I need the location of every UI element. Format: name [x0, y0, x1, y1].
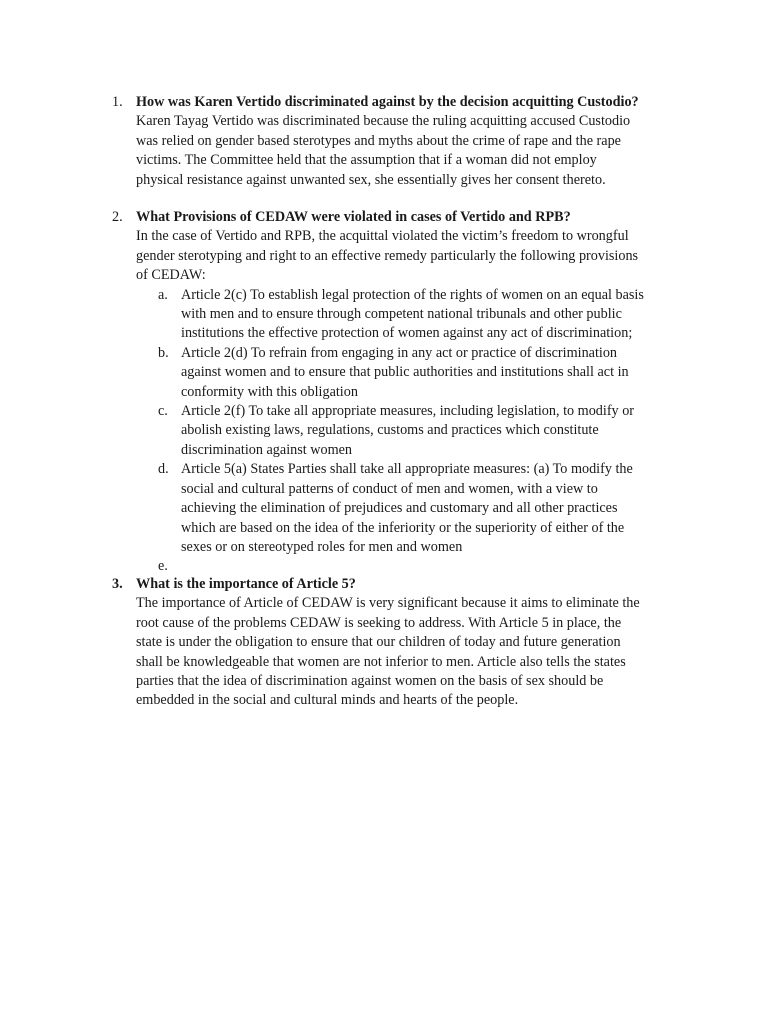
list-item-line: against women and to ensure that public authorities and institutions shall act in — [181, 364, 629, 381]
question-number: 1. — [112, 94, 123, 110]
list-item-a — [136, 286, 696, 344]
answer-line: In the case of Vertido and RPB, the acquittal violated the victim’s freedom to wrongful — [136, 228, 629, 245]
list-item-line: achieving the elimination of prejudices and customary and all other practices — [181, 500, 618, 517]
list-item-line: Article 2(f) To take all appropriate measures, including legislation, to modify or — [181, 403, 635, 420]
list-item-text — [181, 402, 696, 460]
list-item-line: with men and to ensure through competent national tribunals and other public — [181, 306, 622, 323]
list-item-text — [181, 344, 696, 402]
answer-text — [136, 594, 696, 710]
list-item-text — [181, 286, 696, 344]
question-title: What is the importance of Article 5? — [136, 576, 356, 592]
list-item-letter: b. — [158, 344, 169, 361]
list-item-c — [136, 402, 696, 460]
question-number: 2. — [112, 209, 123, 225]
list-item-letter: e. — [158, 558, 168, 575]
list-item-line: institutions the effective protection of women against any act of discrimination; — [181, 325, 633, 342]
answer-line: root cause of the problems CEDAW is seeking to address. With Article 5 in place, the — [136, 614, 622, 631]
answer-line: state is under the obligation to ensure that our children of today and future generation — [136, 634, 621, 651]
list-item-line: Article 2(c) To establish legal protection of the rights of women on an equal basis — [181, 286, 644, 303]
answer-text — [136, 112, 696, 190]
answer-line: of CEDAW: — [136, 267, 206, 284]
answer-line: was relied on gender based sterotypes and myths about the crime of rape and the rape — [136, 132, 621, 149]
answer-line: shall be knowledgeable that women are not inferior to men. Article also tells the states — [136, 653, 626, 670]
list-item-line: discrimination against women — [181, 441, 353, 458]
list-item-e — [136, 557, 696, 576]
list-item-line: conformity with this obligation — [181, 383, 358, 400]
answer-line: gender sterotyping and right to an effective remedy particularly the following provisions — [136, 247, 639, 264]
answer-line: parties that the idea of discrimination against women on the basis of sex should be — [136, 673, 604, 690]
answer-line: The importance of Article of CEDAW is very significant because it aims to eliminate the — [136, 595, 640, 612]
question-body — [136, 93, 696, 190]
answer-line: physical resistance against unwanted sex, she essentially gives her consent thereto. — [136, 171, 606, 188]
question-number: 3. — [112, 576, 123, 592]
list-item-line: which are based on the idea of the inferiority or the superiority of either of the — [181, 519, 625, 536]
answer-line: embedded in the social and cultural minds and hearts of the people. — [136, 692, 519, 709]
list-item-line: social and cultural patterns of conduct of men and women, with a view to — [181, 480, 598, 497]
list-item-line: sexes or on stereotyped roles for men and women — [181, 538, 463, 555]
question-body — [136, 575, 696, 711]
answer-line: victims. The Committee held that the assumption that if a woman did not employ — [136, 152, 597, 169]
list-item-letter: c. — [158, 403, 168, 420]
list-item-line: Article 5(a) States Parties shall take all appropriate measures: (a) To modify the — [181, 461, 633, 478]
list-item-letter: a. — [158, 286, 168, 303]
list-item-line: abolish existing laws, regulations, customs and practices which constitute — [181, 422, 599, 439]
list-item-text — [181, 460, 696, 557]
answer-text — [136, 227, 696, 285]
question-title: What Provisions of CEDAW were violated in cases of Vertido and RPB? — [136, 209, 571, 225]
list-item-b — [136, 344, 696, 402]
question-body — [136, 208, 696, 577]
list-item-letter: d. — [158, 461, 169, 478]
list-item-d — [136, 460, 696, 557]
question-title: How was Karen Vertido discriminated against by the decision acquitting Custodio? — [136, 94, 639, 110]
answer-line: Karen Tayag Vertido was discriminated because the ruling acquitting accused Custodio — [136, 113, 631, 130]
list-item-line: Article 2(d) To refrain from engaging in any act or practice of discrimination — [181, 344, 618, 361]
